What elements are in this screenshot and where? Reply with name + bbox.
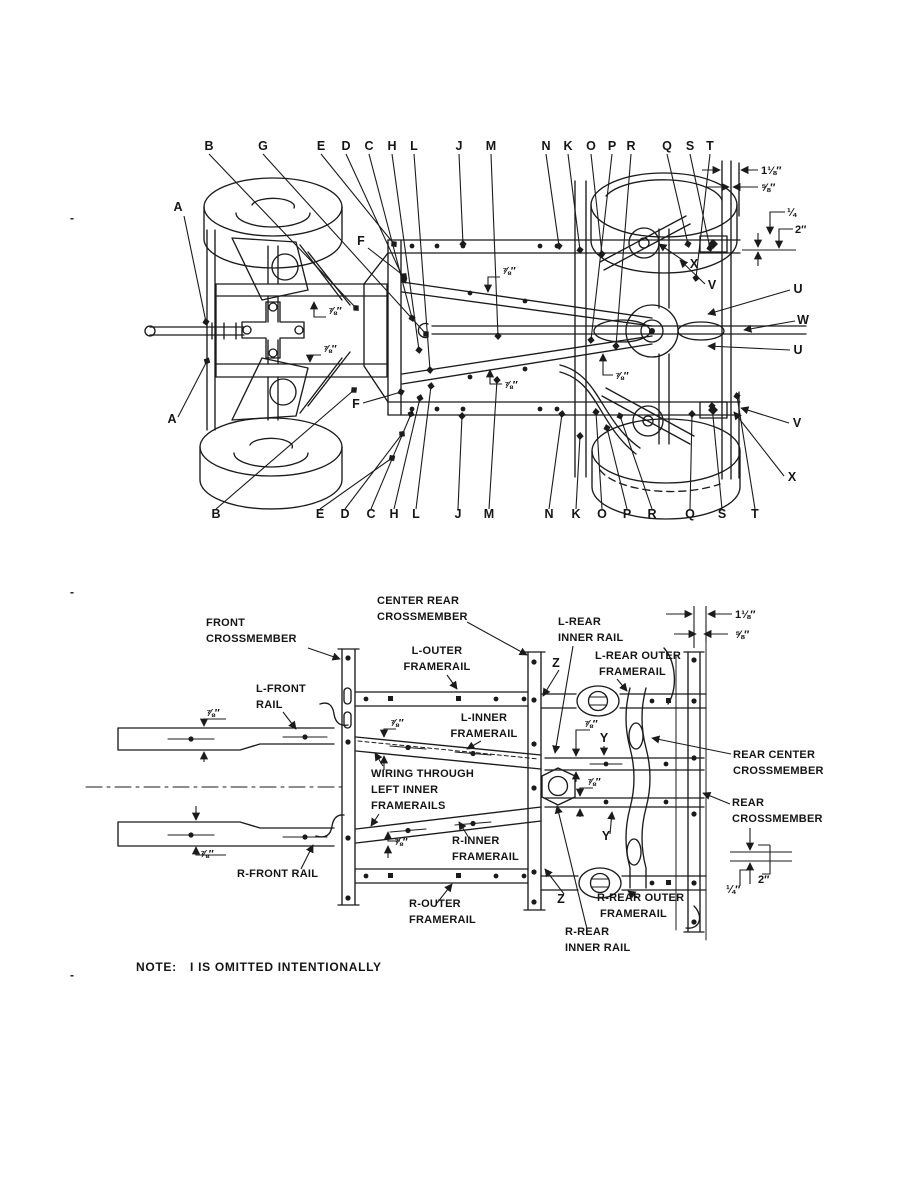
front-rails	[86, 728, 346, 846]
callout-letter: G	[258, 139, 268, 153]
rear-section-stroke	[627, 839, 641, 865]
front-right-wheel	[591, 173, 737, 273]
bottom-leader-lines-stroke	[308, 648, 340, 659]
margin-mark: -	[70, 968, 75, 982]
leader-lines-bottom-stroke	[549, 414, 562, 509]
bottom-leader-lines-stroke	[617, 679, 627, 691]
dimension-label: 2″	[758, 874, 770, 886]
leader-lines-side-stroke	[708, 290, 790, 314]
callout-letter: X	[689, 257, 699, 271]
label-r-outer-framerail: R-OUTER	[409, 898, 461, 910]
outer-framerails-stroke	[522, 697, 527, 702]
bottom-dimensions-stroke	[694, 606, 706, 648]
callout-letter: J	[455, 139, 463, 153]
callout-letter: J	[454, 507, 462, 521]
bottom-leader-lines-stroke	[301, 845, 313, 869]
fraction-label: ⅞″	[504, 379, 518, 391]
callout-letter: O	[597, 507, 607, 521]
dimension-label: ¼	[787, 207, 797, 219]
center-rear-crossmember-stroke	[531, 899, 536, 904]
dimension-label: ¼″	[726, 884, 741, 896]
front-axle-assembly-stroke	[269, 349, 277, 357]
outer-framerails-stroke	[388, 873, 393, 878]
label-rear-crossmember: CROSSMEMBER	[732, 813, 823, 825]
bottom-leader-lines-stroke	[447, 675, 457, 689]
leader-lines-top-stroke	[616, 154, 631, 346]
rear-section-stroke	[691, 698, 696, 703]
rear-left-wheel-stroke	[234, 453, 308, 467]
inner-framerails-stroke	[356, 807, 541, 843]
rear-section-stroke	[691, 919, 696, 924]
callout-letter: T	[751, 507, 759, 521]
rear-section-stroke	[664, 800, 669, 805]
rear-left-wheel	[200, 418, 342, 509]
label-front-crossmember: CROSSMEMBER	[206, 633, 297, 645]
front-axle-assembly-stroke	[300, 352, 350, 413]
driveshaft-stroke	[468, 291, 473, 296]
callout-letter: Y	[601, 829, 611, 843]
frame-rails-stroke	[410, 244, 415, 249]
front-left-wheel-stroke	[204, 207, 342, 268]
outer-framerails-stroke	[388, 696, 393, 701]
fraction-label: ⅞″	[587, 776, 601, 788]
leader-lines-top-stroke	[392, 154, 419, 350]
leader-lines-top-stroke	[568, 154, 580, 250]
center-rear-crossmember-stroke	[531, 869, 536, 874]
front-axle-assembly-stroke	[150, 327, 244, 335]
rear-section-stroke	[604, 762, 609, 767]
rear-axle-assembly-stroke	[678, 322, 724, 340]
top-fraction-callouts-stroke	[603, 354, 613, 375]
top-figure	[145, 139, 809, 521]
label-rear-center-crossmember: CROSSMEMBER	[733, 765, 824, 777]
callout-letter: M	[483, 507, 495, 521]
front-crossmember-stroke	[345, 655, 350, 660]
rear-right-wheel-stroke	[592, 419, 740, 483]
rear-section-stroke	[666, 880, 671, 885]
frame-rails-stroke	[538, 407, 543, 412]
front-crossmember-stroke	[344, 688, 351, 704]
label-l-rear-inner-rail: INNER RAIL	[558, 632, 624, 644]
rear-section-stroke	[591, 874, 610, 893]
leader-lines-side-stroke	[708, 346, 790, 350]
leader-lines-top-stroke	[346, 154, 404, 280]
front-crossmember-stroke	[316, 703, 348, 837]
callout-letter: E	[315, 507, 325, 521]
front-crossmember-stroke	[345, 739, 350, 744]
callout-letter: F	[357, 234, 365, 248]
bottom-fraction-callouts-stroke	[204, 719, 226, 726]
leader-lines-side-stroke	[178, 361, 207, 417]
label-r-outer-framerail: FRAMERAIL	[409, 914, 477, 926]
rear-axle-assembly-stroke	[600, 216, 694, 444]
callout-letter: P	[607, 139, 617, 153]
front-axle-assembly-stroke	[270, 379, 296, 405]
rear-section-stroke	[650, 881, 655, 886]
top-fraction-callouts-stroke	[490, 370, 502, 384]
fraction-label: ⅞″	[584, 718, 598, 730]
label-l-front-rail: RAIL	[256, 699, 283, 711]
inner-framerails-stroke	[405, 828, 410, 833]
callout-letter: E	[316, 139, 326, 153]
leader-lines-bottom-stroke	[712, 406, 722, 509]
fraction-label: ⅞″	[390, 717, 404, 729]
label-l-front-rail: L-FRONT	[256, 683, 307, 695]
label-r-rear-inner-rail: R-REAR	[565, 926, 610, 938]
label-l-inner-framerail: L-INNER	[460, 712, 508, 724]
front-crossmember-stroke	[338, 649, 359, 905]
frame-rails-stroke	[555, 407, 560, 412]
leader-lines-bottom-stroke	[216, 390, 354, 509]
callout-letter: N	[544, 507, 554, 521]
callout-letter: A	[167, 412, 177, 426]
top-fraction-callouts-stroke	[314, 302, 326, 317]
bottom-leader-lines-stroke	[610, 812, 612, 834]
front-rails-stroke	[118, 822, 334, 846]
label-front-crossmember: FRONT	[206, 617, 246, 629]
front-axle-assembly-stroke	[207, 230, 215, 430]
callout-letter: Z	[552, 656, 560, 670]
callout-letter: M	[485, 139, 497, 153]
callout-letter: N	[541, 139, 551, 153]
rear-section-stroke	[650, 699, 655, 704]
top-callout-letters	[167, 139, 809, 521]
label-l-outer-framerail: L-OUTER	[411, 645, 463, 657]
label-center-rear-crossmember: CROSSMEMBER	[377, 611, 468, 623]
fraction-label: ⅞″	[206, 707, 220, 719]
leader-lines-top-stroke	[209, 154, 356, 308]
frame-rails-stroke	[388, 240, 401, 415]
front-axle-assembly	[145, 230, 387, 430]
callout-letter: L	[412, 507, 420, 521]
front-crossmember-stroke	[345, 895, 350, 900]
fraction-label: ⅞″	[502, 265, 516, 277]
callout-letter: S	[717, 507, 727, 521]
rear-section-stroke	[691, 755, 696, 760]
label-wiring-through: WIRING THROUGH	[371, 768, 475, 780]
leader-lines-side	[178, 216, 795, 476]
label-wiring-through: FRAMERAILS	[371, 800, 446, 812]
top-fraction-callouts-stroke	[488, 277, 500, 292]
frame-rails-stroke	[461, 407, 466, 412]
bottom-leader-lines-stroke	[283, 712, 296, 729]
callout-letter: K	[571, 507, 581, 521]
fraction-label: ⅞″	[394, 836, 408, 848]
frame-rails-stroke	[364, 253, 388, 402]
leader-lines-bottom-stroke	[576, 436, 580, 509]
top-dimensions-stroke	[779, 229, 793, 248]
front-left-wheel-stroke	[236, 213, 310, 227]
bottom-fraction-callouts-stroke	[576, 730, 590, 756]
rear-section-stroke	[592, 879, 608, 887]
leader-lines-bottom-stroke	[489, 380, 497, 509]
top-dimensions	[702, 165, 807, 266]
callout-letter: D	[340, 507, 350, 521]
outer-framerails-stroke	[522, 874, 527, 879]
leader-lines-top-stroke	[459, 154, 463, 244]
fraction-label: ⅞″	[615, 370, 629, 382]
bottom-dimensions-stroke	[740, 870, 750, 886]
label-center-rear-crossmember: CENTER REAR	[377, 595, 460, 607]
front-crossmember	[316, 649, 359, 905]
top-fraction-callouts-stroke	[310, 355, 321, 362]
dimension-label: ⅝″	[761, 182, 776, 194]
label-r-inner-framerail: FRAMERAIL	[452, 851, 520, 863]
label-r-front-rail: R-FRONT RAIL	[237, 868, 319, 880]
rear-left-wheel-stroke	[200, 447, 342, 509]
label-l-outer-framerail: FRAMERAIL	[403, 661, 471, 673]
leader-lines-bottom-stroke	[596, 412, 602, 509]
leader-lines-bottom-stroke	[345, 434, 402, 509]
rear-section-stroke	[590, 697, 606, 705]
leader-lines-bottom-stroke	[607, 428, 627, 509]
label-l-inner-framerail: FRAMERAIL	[450, 728, 518, 740]
callout-letter: B	[204, 139, 214, 153]
rear-section-stroke	[604, 800, 609, 805]
inner-framerails-stroke	[470, 751, 475, 756]
front-right-wheel-stroke	[591, 205, 737, 273]
bottom-leader-lines-stroke	[467, 741, 481, 749]
outer-framerails-stroke	[494, 874, 499, 879]
callout-letter: R	[647, 507, 657, 521]
callout-letter: A	[173, 200, 183, 214]
bottom-leader-lines-stroke	[371, 814, 379, 826]
callout-letter: Y	[599, 731, 609, 745]
rear-left-wheel-stroke	[250, 438, 292, 448]
rear-section-stroke	[691, 657, 696, 662]
frame-rails-stroke	[538, 244, 543, 249]
dimension-label: 1⅛″	[735, 609, 756, 621]
label-l-rear-outer-framerail: L-REAR OUTER	[595, 650, 682, 662]
leader-lines-top-stroke	[591, 154, 602, 254]
front-rails-stroke	[302, 834, 307, 839]
bottom-fraction-callouts-stroke	[384, 729, 396, 737]
front-rails-stroke	[302, 734, 307, 739]
leader-lines-top-stroke	[369, 154, 412, 318]
outer-framerails-stroke	[364, 697, 369, 702]
front-left-wheel	[204, 178, 342, 268]
leader-lines-bottom-stroke	[458, 416, 462, 509]
driveshaft-stroke	[523, 367, 528, 372]
frame-rails-stroke	[410, 407, 415, 412]
callout-letter: C	[366, 507, 376, 521]
frame-rails-stroke	[435, 407, 440, 412]
callout-letter: U	[793, 343, 803, 357]
front-rails-stroke	[188, 736, 193, 741]
center-rear-crossmember-stroke	[531, 785, 536, 790]
front-axle-assembly-stroke	[232, 238, 308, 300]
fraction-label: ⅞″	[200, 848, 214, 860]
label-l-rear-inner-rail: L-REAR	[558, 616, 602, 628]
center-rear-crossmember-stroke	[531, 659, 536, 664]
rear-section-stroke	[549, 777, 568, 796]
bottom-leader-lines-stroke	[467, 622, 527, 655]
margin-mark: -	[70, 585, 75, 599]
leader-lines-bottom	[216, 380, 755, 509]
label-rear-crossmember: REAR	[732, 797, 765, 809]
callout-letter: T	[706, 139, 714, 153]
note-text: I IS OMITTED INTENTIONALLY	[190, 960, 382, 974]
rear-section-stroke	[542, 768, 575, 805]
leader-lines-side-stroke	[184, 216, 206, 322]
label-r-rear-outer-framerail: FRAMERAIL	[600, 908, 668, 920]
callout-letter: H	[389, 507, 399, 521]
leader-lines-top-stroke	[546, 154, 559, 246]
callout-letter: C	[364, 139, 374, 153]
front-rails-stroke	[188, 832, 193, 837]
callout-letter: Z	[557, 892, 565, 906]
label-r-inner-framerail: R-INNER	[452, 835, 500, 847]
inner-framerails-stroke	[358, 741, 539, 759]
center-rear-crossmember-stroke	[531, 741, 536, 746]
leader-lines-top-stroke	[414, 154, 430, 370]
callout-letter: F	[352, 397, 360, 411]
callout-letter: U	[793, 282, 803, 296]
label-rear-center-crossmember: REAR CENTER	[733, 749, 816, 761]
front-axle-assembly-stroke	[295, 326, 303, 334]
center-rear-crossmember-stroke	[531, 697, 536, 702]
rear-section-stroke	[691, 811, 696, 816]
rear-section-stroke	[541, 876, 706, 890]
rear-section-stroke	[589, 692, 608, 711]
leader-lines-top-stroke	[491, 154, 498, 336]
dimension-label: ⅝″	[735, 629, 750, 641]
dimension-label: 1⅛″	[761, 165, 782, 177]
top-dimensions-stroke	[770, 212, 785, 234]
note-label: NOTE:	[136, 960, 177, 974]
front-crossmember-stroke	[345, 835, 350, 840]
rear-section-stroke	[629, 723, 643, 749]
rear-section-stroke	[664, 762, 669, 767]
fraction-label: ⅞″	[323, 343, 337, 355]
callout-letter: O	[586, 139, 596, 153]
driveshaft-stroke	[432, 326, 806, 334]
bottom-leader-lines-stroke	[375, 753, 383, 766]
margin-mark: -	[70, 211, 75, 225]
callout-letter: V	[707, 278, 717, 292]
callout-letter: V	[792, 416, 802, 430]
rear-section-stroke	[626, 688, 650, 888]
front-axle-assembly-stroke	[269, 303, 277, 311]
dimension-label: 2″	[795, 224, 807, 236]
callout-letter: P	[622, 507, 632, 521]
bottom-fraction-callouts-stroke	[580, 788, 593, 796]
bottom-leader-lines-stroke	[652, 738, 731, 754]
rear-section-stroke	[691, 880, 696, 885]
fraction-label: ⅞″	[328, 305, 342, 317]
frame-rails-stroke	[435, 244, 440, 249]
callout-letter: B	[211, 507, 221, 521]
leader-lines-side-stroke	[734, 412, 784, 476]
callout-letter: L	[410, 139, 418, 153]
rear-section-stroke	[541, 694, 706, 708]
callout-letter: H	[387, 139, 397, 153]
label-r-rear-outer-framerail: R-REAR OUTER	[597, 892, 685, 904]
callout-letter: X	[787, 470, 797, 484]
label-l-rear-outer-framerail: FRAMERAIL	[599, 666, 667, 678]
outer-framerails-stroke	[456, 696, 461, 701]
bottom-leader-lines-stroke	[543, 670, 559, 696]
driveshaft	[402, 282, 806, 384]
callout-letter: Q	[685, 507, 695, 521]
rear-section-stroke	[577, 686, 619, 716]
outer-framerails-stroke	[494, 697, 499, 702]
bottom-leader-lines-stroke	[557, 806, 587, 929]
label-wiring-through: LEFT INNER	[371, 784, 439, 796]
callout-letter: D	[341, 139, 351, 153]
front-left-wheel-stroke	[252, 198, 294, 208]
front-rails-stroke	[118, 728, 334, 750]
bottom-leader-lines-stroke	[703, 793, 730, 804]
label-r-rear-inner-rail: INNER RAIL	[565, 942, 631, 954]
callout-letter: W	[797, 313, 809, 327]
outer-framerails-stroke	[364, 874, 369, 879]
leader-lines-side-stroke	[741, 408, 789, 423]
bottom-dimensions-stroke	[758, 845, 770, 874]
outer-framerails-stroke	[456, 873, 461, 878]
bottom-figure	[86, 595, 824, 954]
frame-rails-stroke	[461, 244, 466, 249]
leader-lines-bottom-stroke	[690, 414, 692, 509]
callout-letter: Q	[662, 139, 672, 153]
inner-framerails-stroke	[405, 745, 410, 750]
driveshaft-stroke	[523, 299, 528, 304]
inner-framerails-stroke	[470, 821, 475, 826]
callout-letter: S	[685, 139, 695, 153]
callout-letter: K	[563, 139, 573, 153]
driveshaft-stroke	[468, 375, 473, 380]
callout-letter: R	[626, 139, 636, 153]
